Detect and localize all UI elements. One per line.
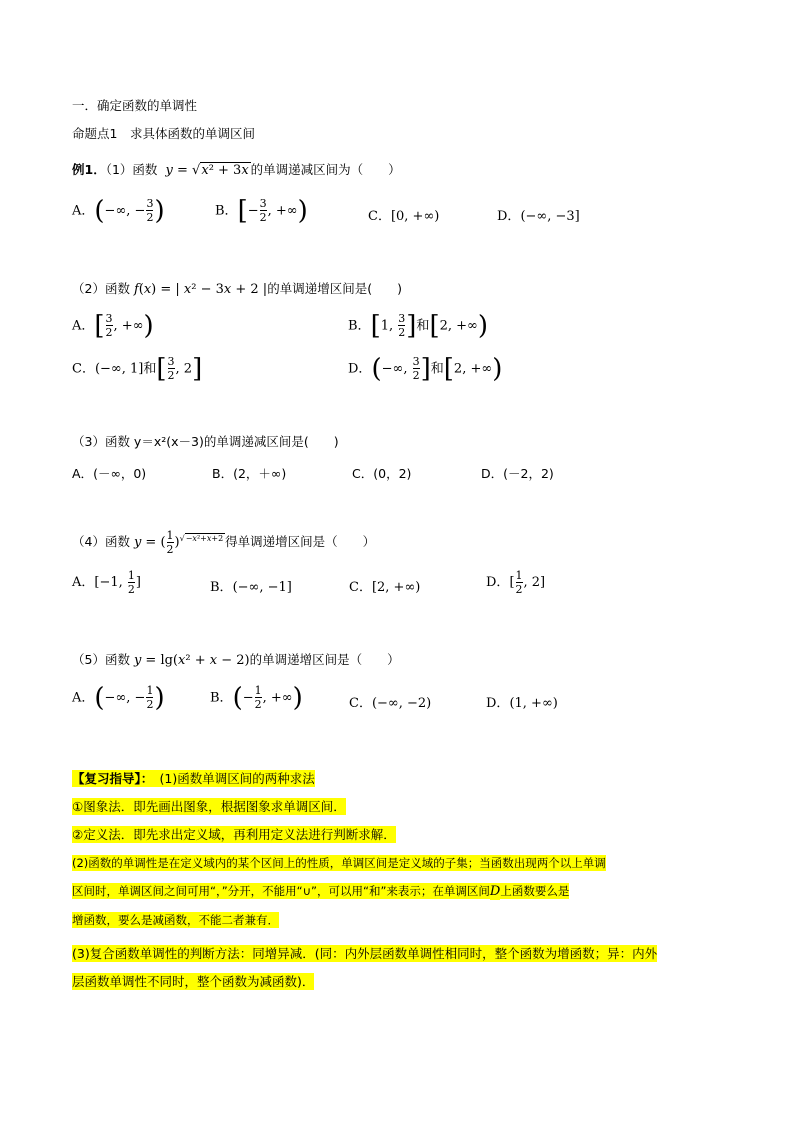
q3-option-a[interactable]: A．(－∞，0) [72, 466, 147, 481]
question-1: 例1．（1）函数 y = √x² + 3x 的单调递减区间为（ ） [72, 162, 401, 178]
q5-option-b[interactable]: B．(− $\frac{1}{2}$ , +∞) [210, 683, 303, 713]
review-line-3: ②定义法．即先求出定义域，再利用定义法进行判断求解． [72, 827, 396, 842]
q4-function: y = ( $\frac{1}{2}$ )$^{√-x^2+x+2}$ [133, 529, 224, 556]
q2-option-b[interactable]: B．[1, $\frac{3}{2}$ ]和[2, +∞) [348, 311, 489, 341]
review-guide [72, 765, 722, 996]
q4-option-a[interactable]: A．[−1, $\frac{1}{2}$ ] [72, 569, 141, 596]
review-heading: 【复习指导】： [72, 771, 148, 786]
q4-option-b[interactable]: B．(−∞, −1] [210, 580, 292, 595]
section-title: 一．确定函数的单调性 [72, 98, 198, 113]
question-4: （4）函数 y = ( $\frac{1}{2}$ )$^{√-x^2+x+2}$ 得单调递增区间是（ ） [72, 529, 376, 556]
q4-option-d[interactable]: D．[ $\frac{1}{2}$ , 2] [486, 569, 546, 596]
q1-function: y = √x² + 3x [165, 163, 249, 178]
review-line-1: 【复习指导】： (1)函数单调区间的两种求法 [72, 771, 315, 786]
q3-option-d[interactable]: D．(－2，2) [481, 466, 554, 481]
q1-option-c[interactable]: C．[0, +∞) [368, 209, 440, 224]
q5-function: y = lg(x² + x − 2) [133, 653, 250, 668]
q2-option-c[interactable]: C．(−∞, 1]和[ $\frac{3}{2}$ , 2] [72, 354, 203, 384]
question-2: （2）函数 f(x) = | x² − 3x + 2 |的单调递增区间是( ) [72, 281, 402, 297]
review-line-4: (2)函数的单调性是在定义域内的某个区间上的性质，单调区间是定义域的子集；当函数出现两个以上单调 区间时，单调区间之间可用“，”分开，不能用“∪”，可以用“和”来表示；在单调区间D上函数要么是 增函数，要么是减函数，不能二者兼有． [72, 856, 606, 927]
q3-option-c[interactable]: C．(0，2) [352, 466, 412, 481]
topic-title: 命题点1 求具体函数的单调区间 [72, 126, 255, 141]
q4-option-c[interactable]: C．[2, +∞) [349, 580, 421, 595]
q5-option-d[interactable]: D．(1, +∞) [486, 696, 558, 711]
q1-option-a[interactable]: A．(−∞, − $\frac{3}{2}$ ) [72, 196, 165, 226]
question-3: （3）函数 y＝x²(x－3)的单调递减区间是( ) [72, 434, 339, 449]
q5-option-c[interactable]: C．(−∞, −2) [349, 696, 432, 711]
q1-option-b[interactable]: B．[− $\frac{3}{2}$ , +∞) [215, 196, 308, 226]
q5-option-a[interactable]: A．(−∞, − $\frac{1}{2}$ ) [72, 683, 165, 713]
q2-function: f(x) = | x² − 3x + 2 | [133, 282, 268, 297]
q2-option-d[interactable]: D．(−∞, $\frac{3}{2}$ ]和[2, +∞) [348, 354, 503, 384]
q3-option-b[interactable]: B．(2，＋∞) [212, 466, 287, 481]
review-line-2: ①图象法．即先画出图象，根据图象求单调区间． [72, 799, 346, 814]
review-line-5: (3)复合函数单调性的判断方法：同增异减．(同：内外层函数单调性相同时，整个函数为增函数；异：内外 层函数单调性不同时，整个函数为减函数)． [72, 946, 658, 989]
q2-option-a[interactable]: A．[ $\frac{3}{2}$ , +∞) [72, 311, 154, 341]
example-label: 例1． [72, 162, 106, 177]
q1-option-d[interactable]: D．(−∞, −3] [497, 209, 580, 224]
question-5: （5）函数 y = lg(x² + x − 2)的单调递增区间是（ ） [72, 652, 400, 668]
